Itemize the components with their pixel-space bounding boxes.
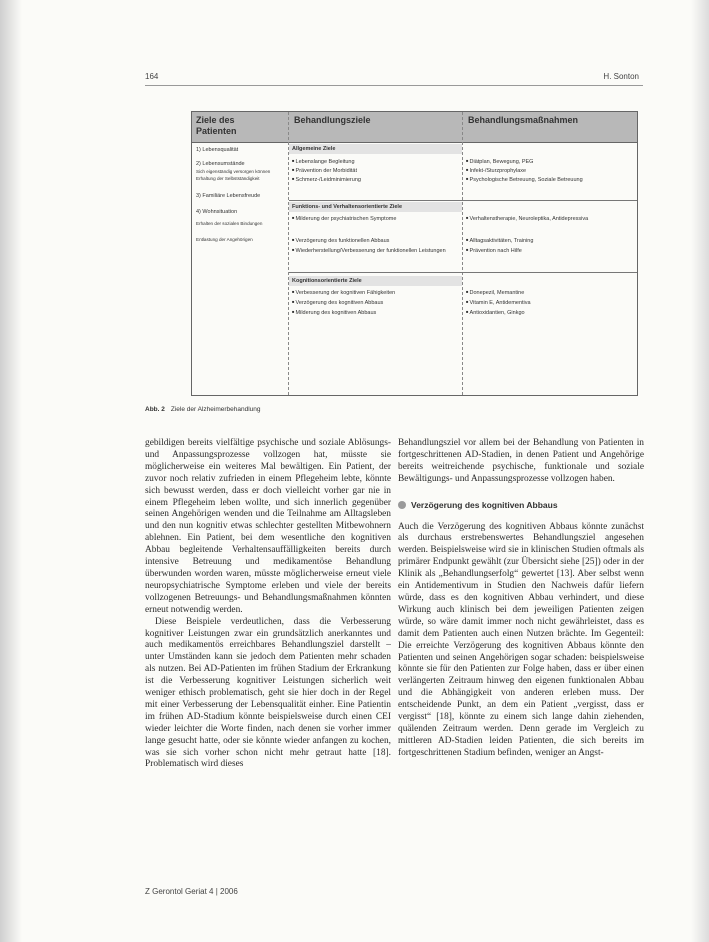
treatment-goal: ■ Schmerz-/Leidminimierung bbox=[292, 175, 361, 184]
left-text-column bbox=[145, 438, 391, 771]
section-heading bbox=[398, 500, 644, 512]
patient-goal: Erhaltung der Selbstständigkeit bbox=[196, 176, 260, 181]
patient-goal: 1) Lebensqualität bbox=[196, 147, 239, 153]
treatment-measure: ■ Diätplan, Bewegung, PEG bbox=[466, 157, 533, 166]
treatment-goal: ■ Lebenslange Begleitung bbox=[292, 157, 355, 166]
table-header-treatment-measures: Behandlungsmaßnahmen bbox=[468, 115, 579, 125]
treatment-measure: ■ Antioxidantien, Ginkgo bbox=[466, 308, 525, 317]
section-heading-text: Verzögerung des kognitiven Abbaus bbox=[411, 499, 558, 510]
section-header-cognitive: Kognitionsorientierte Ziele bbox=[289, 276, 462, 286]
figure-caption-text: Ziele der Alzheimerbehandlung bbox=[170, 406, 261, 413]
column-divider bbox=[288, 112, 289, 395]
treatment-goal: ■ Milderung des kognitiven Abbaus bbox=[292, 308, 376, 317]
treatment-goal: ■ Verzögerung des kognitiven Abbaus bbox=[292, 298, 383, 307]
body-paragraph: gebildigen bereits vielfältige psychische und soziale Ablösungs- und Anpassungsprozesse vollzogen hat, müsste sie möglicherweise ein weiteres Mal bewältigen. Ein Patient, der zuvor noch relativ zufrieden in einem Pflegeheim lebte, könnte sich bewusst werden, dass er doch vielleicht vorher gar nie in einem Pflegeheim leben wollte, und sich innerlich gegenüber seinen Angehörigen wenden und die Teilnahme am Alltagsleben und den nun kognitiv etwas schlechter gestellten Mitbewohnern ablehnen. Ein Patient, bei dem wesentliche den kognitiven Abbau begleitende Verhaltensauffälligkeiten bereits durch intensive Betreuung und medikamentöse Behandlung überwunden worden waren, müsste möglicherweise erneut viele neuropsychiatrische Symptome erleben und viele der bereits vollzogenen Betreuungs- und Behandlungsmaßnahmen könnten erneut notwendig werden. bbox=[145, 438, 391, 615]
patient-goal: 2) Lebensumstände bbox=[196, 161, 245, 167]
treatment-measure: ■ Infekt-/Sturzprophylaxe bbox=[466, 166, 526, 175]
table-header-treatment-goals: Behandlungsziele bbox=[294, 115, 371, 125]
scan-shadow-left bbox=[0, 0, 22, 942]
page-footer: Z Gerontol Geriat 4 | 2006 bbox=[145, 887, 238, 896]
treatment-goals-table bbox=[191, 111, 638, 396]
running-author: H. Sonton bbox=[603, 72, 639, 81]
treatment-measure: ■ Prävention nach Hilfe bbox=[466, 246, 522, 255]
scan-shadow-right bbox=[691, 0, 709, 942]
body-paragraph: Behandlungsziel vor allem bei der Behandlung von Patienten in fortgeschrittenen AD-Stadien, in denen Patient und Angehörige bereits weitreichende psychische, funktionale und soziale Bewältigungs- und Anpassungsprozesse vollzogen haben. bbox=[398, 438, 644, 484]
column-divider bbox=[462, 112, 463, 395]
patient-goal: Entlastung der Angehörigen bbox=[196, 237, 253, 242]
section-header-general: Allgemeine Ziele bbox=[289, 144, 462, 154]
treatment-measure: ■ Alltagsaktivitäten, Training bbox=[466, 236, 533, 245]
treatment-goal: ■ Milderung der psychiatrischen Symptome bbox=[292, 214, 396, 223]
patient-goal: 4) Wohnsituation bbox=[196, 209, 238, 215]
treatment-measure: ■ Psychologische Betreuung, Soziale Betreuung bbox=[466, 175, 631, 184]
treatment-goal: ■ Wiederherstellung/Verbesserung der funktionellen Leistungen bbox=[292, 246, 457, 255]
treatment-goal: ■ Verzögerung des funktionellen Abbaus bbox=[292, 236, 389, 245]
section-bullet-icon bbox=[398, 501, 406, 509]
body-paragraph: Diese Beispiele verdeutlichen, dass die Verbesserung kognitiver Leistungen zwar ein grundsätzlich anerkanntes und auch medikamentös erreichbares Behandlungsziel darstellt – unter Umständen kann sie jedoch dem Patienten mehr schaden als nutzen. Bei AD-Patienten im frühen Stadium der Erkrankung ist die Verbesserung kognitiver Leistungen sicherlich weit weniger ethisch problematisch, geht sie hier doch in der Regel mit einer Verbesserung der Lebensqualität einher. Eine Patientin im frühen AD-Stadium könnte beispielsweise durch einen CEI wieder leichter die Worte finden, nach denen sie vorher immer lange gesucht hatte, oder sie könnte wieder anfangen zu kochen, was sie sich vorher schon nicht mehr getraut hatte [18]. Problematisch wird dieses bbox=[145, 616, 391, 770]
treatment-goal: ■ Prävention der Morbidität bbox=[292, 166, 357, 175]
patient-goal: Sich eigenständig versorgen können bbox=[196, 169, 271, 174]
patient-goal: 3) Familiäre Lebensfreude bbox=[196, 193, 261, 199]
table-header-row bbox=[192, 112, 637, 143]
treatment-measure: ■ Donepezil, Memantine bbox=[466, 288, 524, 297]
patient-goal: Erhalten der sozialen Bindungen bbox=[196, 221, 263, 226]
section-separator bbox=[289, 200, 637, 201]
figure-label: Abb. 2 bbox=[145, 406, 165, 413]
figure-caption bbox=[145, 406, 261, 413]
section-separator bbox=[289, 272, 637, 273]
page-number: 164 bbox=[145, 72, 159, 81]
header-rule bbox=[145, 85, 643, 86]
treatment-measure: ■ Vitamin E, Antidementiva bbox=[466, 298, 531, 307]
treatment-goal: ■ Verbesserung der kognitiven Fähigkeiten bbox=[292, 288, 395, 297]
right-text-column bbox=[398, 438, 644, 760]
section-header-functional: Funktions- und Verhaltensorientierte Ziele bbox=[289, 202, 462, 212]
page-header bbox=[145, 68, 643, 84]
body-paragraph: Auch die Verzögerung des kognitiven Abbaus könnte zunächst als durchaus erstrebenswertes Behandlungsziel angesehen werden. Beispielsweise wird sie in klinischen Studien oftmals als primärer Endpunkt gewählt (zur Übersicht siehe [25]) oder in der Klinik als „Behandlungserfolg“ gewertet [13]. Aber selbst wenn ein Antidementivum in Studien den Nachweis dafür liefern würde, dass es den kognitiven Abbau verhindert, und diese Wirkung auch klinisch bei dem jeweiligen Patienten zeigen würde, so wäre damit immer noch nicht gewährleistet, dass es damit dem Patienten auch einen Nutzen brächte. Im Gegenteil: Die erreichte Verzögerung des kognitiven Abbaus könnte den Patienten und seinen Angehörigen sogar schaden: beispielsweise könnte sie für den Patienten zur Folge haben, dass er über einen verlängerten Zeitraum hinweg den eigenen funktionalen Abbau und die Abhängigkeit von anderen erleben muss. Der entscheidende Punkt, an dem ein Patient „vergisst, dass er vergisst“ [18], könnte zu einem sich lange dahin ziehenden, quälenden Zeitraum werden. Denn gerade im Vergleich zu mittleren AD-Stadien leiden Patienten, die sich bereits im fortgeschrittenen Stadium befinden, weniger an Angst- bbox=[398, 521, 644, 758]
treatment-measure: ■ Verhaltenstherapie, Neuroleptika, Antidepressiva bbox=[466, 214, 631, 223]
table-header-patient-goals: Ziele des Patienten bbox=[196, 115, 237, 136]
